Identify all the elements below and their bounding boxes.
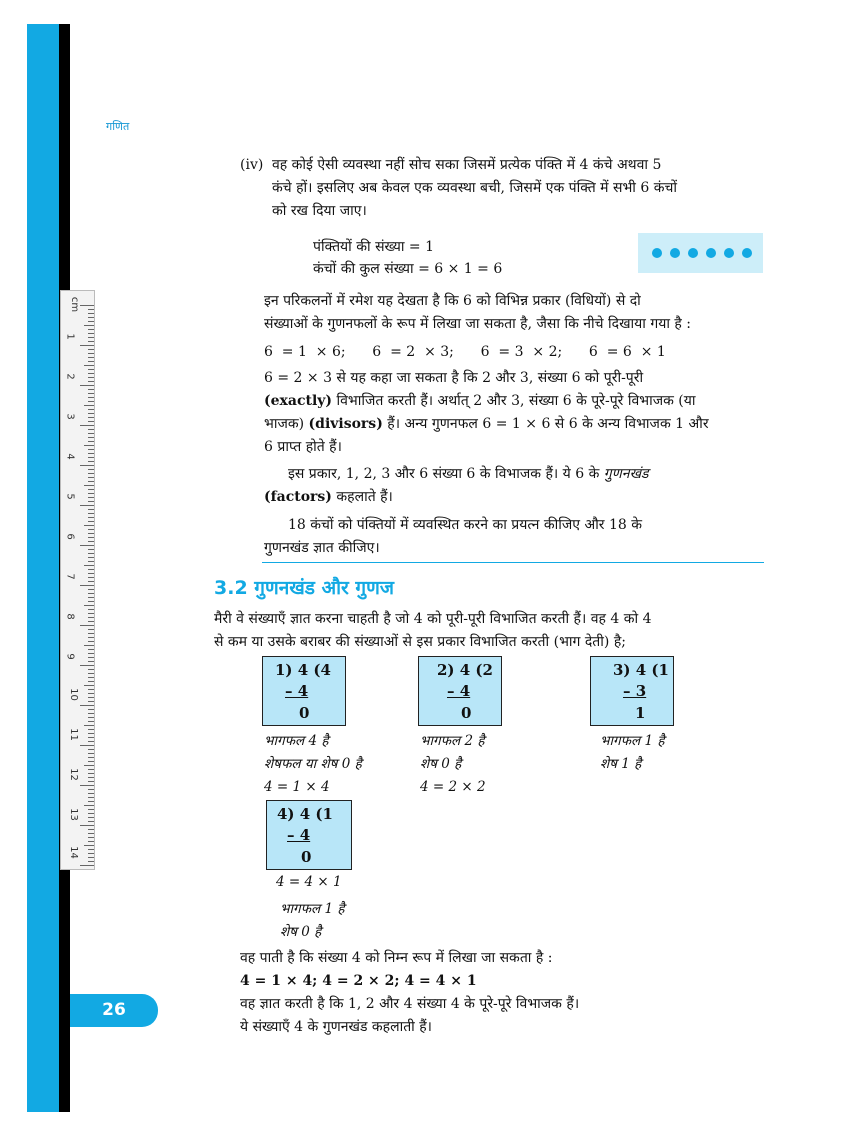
ruler-tick — [88, 353, 94, 354]
ruler-tick — [80, 625, 94, 626]
ruler-tick — [80, 745, 94, 746]
paragraph — [264, 514, 764, 560]
ruler-tick — [88, 401, 94, 402]
ruler-tick — [88, 561, 94, 562]
equations-line: 6 = 1 × 6; 6 = 2 × 3; 6 = 3 × 2; 6 = 6 × 1 — [264, 344, 666, 360]
ruler-tick — [88, 361, 94, 362]
ruler-tick — [88, 609, 94, 610]
ruler-number: 14 — [67, 846, 79, 859]
ruler-tick — [88, 337, 94, 338]
ruler-number: 3 — [64, 413, 76, 420]
ruler-tick — [88, 537, 94, 538]
ruler-tick — [88, 737, 94, 738]
ruler-tick — [88, 389, 94, 390]
ruler-tick — [88, 797, 94, 798]
text-line — [264, 463, 764, 486]
ruler-tick — [84, 445, 94, 446]
ruler-number: 8 — [64, 613, 76, 620]
division-note — [600, 730, 665, 776]
division-box — [262, 656, 346, 726]
total-count: कंचों की कुल संख्या = 6 × 1 = 6 — [313, 261, 503, 277]
ruler-tick — [88, 437, 94, 438]
ruler-tick — [88, 773, 94, 774]
text-line: 4 = 1 × 4; 4 = 2 × 2; 4 = 4 × 1 — [240, 973, 477, 989]
ruler-tick — [88, 533, 94, 534]
ruler-tick — [88, 549, 94, 550]
ruler-tick — [88, 809, 94, 810]
note-line: भागफल 4 है — [264, 733, 329, 749]
ruler-tick — [88, 829, 94, 830]
ruler-tick — [88, 849, 94, 850]
text-line: 6 = 2 × 3 से यह कहा जा सकता है कि 2 और 3, संख्या 6 को पूरी-पूरी — [264, 370, 644, 386]
division-note — [420, 730, 486, 799]
division-line: 4) 4 (1 — [277, 805, 333, 823]
ruler-tick — [80, 585, 94, 586]
ruler-tick — [88, 617, 94, 618]
item-label: (iv) — [240, 157, 264, 173]
ruler-tick — [88, 329, 94, 330]
ruler-tick — [84, 325, 94, 326]
ruler-tick — [84, 645, 94, 646]
ruler-tick — [80, 705, 94, 706]
ruler-tick — [88, 493, 94, 494]
ruler-tick — [88, 769, 94, 770]
ruler-tick — [88, 573, 94, 574]
division-line: 0 — [301, 848, 312, 866]
bold-term: (exactly) — [264, 393, 333, 409]
ruler-tick — [88, 637, 94, 638]
ruler-tick — [84, 565, 94, 566]
ruler-tick — [88, 509, 94, 510]
ruler-tick — [88, 857, 94, 858]
division-line: – 4 — [287, 826, 311, 844]
ruler-tick — [88, 449, 94, 450]
division-line: 2) 4 (2 — [437, 661, 493, 679]
ruler-tick — [88, 853, 94, 854]
ruler-tick — [84, 485, 94, 486]
ruler-tick — [84, 525, 94, 526]
ruler-tick — [84, 685, 94, 686]
ruler-tick — [88, 713, 94, 714]
ruler-tick — [84, 725, 94, 726]
paragraph — [214, 608, 764, 654]
ruler-tick — [88, 377, 94, 378]
ruler-tick — [88, 693, 94, 694]
ruler-tick — [84, 365, 94, 366]
ruler-tick — [80, 665, 94, 666]
text-line — [264, 486, 764, 509]
text-span: भाजक) — [264, 416, 309, 432]
ruler-tick — [88, 321, 94, 322]
ruler-tick — [88, 341, 94, 342]
ruler-tick — [88, 673, 94, 674]
ruler-number: 5 — [64, 493, 76, 500]
ruler-tick — [88, 793, 94, 794]
text-line: वह कोई ऐसी व्यवस्था नहीं सोच सका जिसमें प्रत्येक पंक्ति में 4 कंचे अथवा 5 — [272, 157, 662, 173]
ruler-number: 9 — [64, 653, 76, 660]
ruler-tick — [88, 369, 94, 370]
marble-dot — [652, 248, 662, 258]
ruler-tick — [88, 701, 94, 702]
ruler-tick — [80, 305, 94, 306]
text-span: विभाजित करती हैं। अर्थात् 2 और 3, संख्या 6 के पूरे-पूरे विभाजक (या — [332, 393, 696, 409]
ruler-tick — [80, 505, 94, 506]
running-head: गणित — [106, 120, 130, 133]
ruler-tick — [88, 317, 94, 318]
ruler-number: 7 — [64, 573, 76, 580]
ruler-tick — [88, 517, 94, 518]
ruler-tick — [88, 633, 94, 634]
text-line: गुणनखंड ज्ञात कीजिए। — [264, 540, 380, 556]
division-line: – 3 — [623, 682, 647, 700]
ruler-tick — [88, 861, 94, 862]
note-line: शेष 0 है — [280, 924, 322, 940]
ruler-tick — [88, 761, 94, 762]
ruler-tick — [88, 581, 94, 582]
paragraph — [264, 367, 764, 459]
text-line — [264, 413, 764, 436]
division-note — [264, 730, 362, 799]
ruler-number: 13 — [67, 808, 79, 821]
ruler-tick — [84, 845, 94, 846]
ruler-tick — [88, 813, 94, 814]
ruler-tick — [88, 653, 94, 654]
ruler-tick — [88, 801, 94, 802]
ruler-tick — [88, 413, 94, 414]
ruler-tick — [88, 681, 94, 682]
text-line: को रख दिया जाए। — [272, 203, 367, 219]
ruler-tick — [88, 557, 94, 558]
division-box — [418, 656, 502, 726]
ruler-number: 10 — [67, 688, 79, 701]
left-color-band — [27, 24, 59, 1112]
division-line: 1 — [635, 704, 646, 722]
division-line: 3) 4 (1 — [613, 661, 669, 679]
ruler-number: 11 — [67, 728, 79, 741]
ruler-tick — [88, 869, 94, 870]
ruler-tick — [88, 473, 94, 474]
ruler-tick — [88, 461, 94, 462]
paragraph — [264, 463, 764, 509]
ruler-tick — [88, 661, 94, 662]
ruler-tick — [88, 753, 94, 754]
ruler-tick — [88, 677, 94, 678]
ruler-tick — [88, 349, 94, 350]
ruler-tick — [84, 805, 94, 806]
division-note — [276, 871, 342, 894]
text-line: वह पाती है कि संख्या 4 को निम्न रूप में लिखा जा सकता है : — [240, 950, 553, 966]
ruler-tick — [88, 621, 94, 622]
text-line: 6 प्राप्त होते हैं। — [264, 439, 342, 455]
ruler-tick — [88, 417, 94, 418]
note-line: भागफल 2 है — [420, 733, 485, 749]
text-line: मैरी वे संख्याएँ ज्ञात करना चाहती है जो 4 को पूरी-पूरी विभाजित करती हैं। वह 4 को 4 — [214, 611, 652, 627]
paragraph — [264, 290, 764, 336]
ruler-tick — [84, 765, 94, 766]
note-line: 4 = 4 × 1 — [276, 874, 342, 890]
text-span: हैं। अन्य गुणनफल 6 = 1 × 6 से 6 के अन्य विभाजक 1 और — [382, 416, 709, 432]
note-line: भागफल 1 है — [600, 733, 665, 749]
ruler-tick — [88, 789, 94, 790]
marble-dot — [688, 248, 698, 258]
note-line: भागफल 1 है — [280, 901, 345, 917]
ruler-tick — [88, 553, 94, 554]
ruler-tick — [88, 689, 94, 690]
ruler-tick — [88, 501, 94, 502]
ruler-tick — [88, 593, 94, 594]
text-line: 18 कंचों को पंक्तियों में व्यवस्थित करने का प्रयत्न कीजिए और 18 के — [288, 517, 642, 533]
ruler-tick — [88, 749, 94, 750]
ruler-tick — [88, 657, 94, 658]
bold-term: (factors) — [264, 489, 332, 505]
ruler-tick — [88, 521, 94, 522]
ruler-tick — [80, 425, 94, 426]
division-line: 1) 4 (4 — [275, 661, 331, 679]
note-line: शेष 1 है — [600, 756, 642, 772]
page-number: 26 — [70, 994, 158, 1027]
ruler-tick — [80, 865, 94, 866]
ruler-tick — [88, 777, 94, 778]
text-span: इस प्रकार, 1, 2, 3 और 6 संख्या 6 के विभाजक हैं। ये 6 के — [288, 466, 604, 482]
marble-dot — [706, 248, 716, 258]
section-divider — [262, 562, 764, 563]
ruler-tick — [88, 357, 94, 358]
ruler-tick — [88, 577, 94, 578]
ruler-tick — [88, 457, 94, 458]
ruler-tick — [80, 465, 94, 466]
ruler-tick — [88, 729, 94, 730]
paragraph — [240, 947, 770, 1039]
ruler-tick — [88, 453, 94, 454]
ruler-number: 6 — [64, 533, 76, 540]
ruler-tick — [88, 481, 94, 482]
ruler-tick — [88, 313, 94, 314]
note-line: शेषफल या शेष 0 है — [264, 756, 362, 772]
marble-dot — [742, 248, 752, 258]
ruler-tick — [88, 309, 94, 310]
ruler-tick — [88, 781, 94, 782]
text-line: से कम या उसके बराबर की संख्याओं से इस प्रकार विभाजित करती (भाग देती) है; — [214, 634, 626, 650]
ruler-tick — [88, 569, 94, 570]
ruler-tick — [80, 345, 94, 346]
ruler-tick — [88, 697, 94, 698]
rows-count: पंक्तियों की संख्या = 1 — [313, 239, 435, 255]
text-line: वह ज्ञात करती है कि 1, 2 और 4 संख्या 4 के पूरे-पूरे विभाजक हैं। — [240, 996, 580, 1012]
ruler-tick — [80, 825, 94, 826]
marble-dot — [670, 248, 680, 258]
ruler-tick — [88, 409, 94, 410]
ruler-tick — [88, 333, 94, 334]
ruler-number: 12 — [67, 768, 79, 781]
division-line: – 4 — [285, 682, 309, 700]
text-line: संख्याओं के गुणनफलों के रूप में लिखा जा सकता है, जैसा कि नीचे दिखाया गया है : — [264, 316, 692, 332]
ruler-tick — [88, 841, 94, 842]
ruler-tick — [88, 529, 94, 530]
ruler-tick — [88, 489, 94, 490]
ruler-tick — [88, 833, 94, 834]
text-line — [264, 390, 764, 413]
marble-dot — [724, 248, 734, 258]
ruler-unit: cm — [69, 296, 81, 313]
note-line: शेष 0 है — [420, 756, 462, 772]
marbles-illustration — [638, 233, 763, 273]
ruler-tick — [88, 469, 94, 470]
ruler-image — [60, 290, 95, 870]
ruler-tick — [88, 393, 94, 394]
division-line: 0 — [461, 704, 472, 722]
text-line: ये संख्याएँ 4 के गुणनखंड कहलाती हैं। — [240, 1019, 432, 1035]
ruler-tick — [88, 721, 94, 722]
ruler-tick — [88, 433, 94, 434]
ruler-tick — [88, 477, 94, 478]
ruler-tick — [80, 785, 94, 786]
ruler-number: 1 — [64, 333, 76, 340]
ruler-tick — [84, 605, 94, 606]
ruler-tick — [88, 381, 94, 382]
ruler-tick — [88, 757, 94, 758]
ruler-tick — [88, 613, 94, 614]
ruler-tick — [88, 837, 94, 838]
ruler-tick — [88, 641, 94, 642]
ruler-tick — [88, 629, 94, 630]
ruler-tick — [88, 733, 94, 734]
text-line: कंचे हों। इसलिए अब केवल एक व्यवस्था बची, जिसमें एक पंक्ति में सभी 6 कंचों — [272, 180, 677, 196]
ruler-tick — [88, 373, 94, 374]
ruler-tick — [88, 513, 94, 514]
note-line: 4 = 1 × 4 — [264, 779, 330, 795]
division-note — [280, 898, 345, 944]
ruler-tick — [88, 441, 94, 442]
ruler-tick — [88, 601, 94, 602]
bold-term: (divisors) — [308, 416, 383, 432]
ruler-tick — [88, 497, 94, 498]
division-line: 0 — [299, 704, 310, 722]
ruler-tick — [88, 589, 94, 590]
division-box — [266, 800, 352, 870]
ruler-tick — [88, 429, 94, 430]
italic-term: गुणनखंड — [603, 466, 649, 482]
ruler-tick — [80, 545, 94, 546]
ruler-tick — [88, 541, 94, 542]
ruler-tick — [88, 821, 94, 822]
text-span: कहलाते हैं। — [331, 489, 393, 505]
ruler-tick — [88, 817, 94, 818]
ruler-tick — [88, 741, 94, 742]
ruler-tick — [84, 405, 94, 406]
ruler-tick — [88, 421, 94, 422]
section-heading: 3.2 गुणनखंड और गुणज — [214, 577, 394, 599]
ruler-tick — [88, 709, 94, 710]
item-iv-text — [272, 154, 764, 223]
ruler-number: 4 — [64, 453, 76, 460]
ruler-tick — [88, 397, 94, 398]
ruler-tick — [88, 669, 94, 670]
division-box — [590, 656, 674, 726]
ruler-tick — [88, 649, 94, 650]
ruler-number: 2 — [64, 373, 76, 380]
division-line: – 4 — [447, 682, 471, 700]
ruler-tick — [88, 717, 94, 718]
note-line: 4 = 2 × 2 — [420, 779, 486, 795]
ruler-tick — [88, 597, 94, 598]
ruler-tick — [80, 385, 94, 386]
text-line: इन परिकलनों में रमेश यह देखता है कि 6 को विभिन्न प्रकार (विधियों) से दो — [264, 293, 641, 309]
